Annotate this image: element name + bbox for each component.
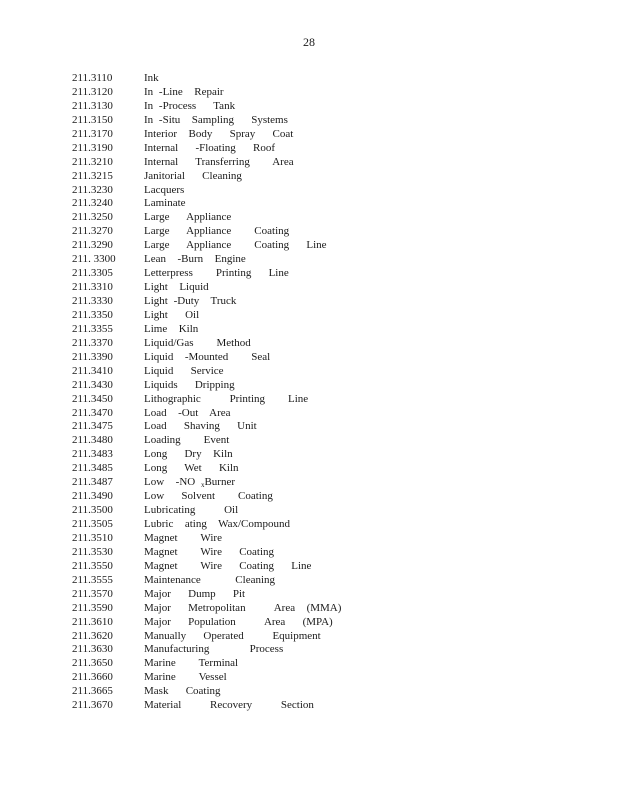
section-number: 211.3110 [72, 72, 113, 84]
defined-term: Marine Terminal [144, 657, 239, 670]
defined-term: Magnet Wire Coating Line [144, 559, 312, 572]
section-number: 211.3270 [72, 225, 113, 238]
defined-term: Load Shaving Unit [144, 420, 257, 433]
defined-term: Low Solvent Coating [144, 490, 273, 503]
defined-term: Janitorial Cleaning [144, 169, 242, 182]
section-number: 211.3620 [72, 629, 113, 642]
defined-term: Large Appliance [144, 211, 232, 224]
section-number: 211.3487 [72, 476, 113, 489]
section-number: 211.3480 [72, 434, 113, 447]
section-number: 211.3570 [72, 587, 113, 600]
section-number: 211.3305 [72, 267, 113, 280]
defined-term: Light -Duty Truck [144, 295, 237, 307]
section-number: 211.3470 [72, 406, 113, 419]
section-number: 211.3410 [72, 364, 113, 377]
section-number: 211.3390 [72, 350, 113, 363]
defined-term: Long Dry Kiln [144, 448, 233, 461]
section-number: 211.3630 [72, 643, 113, 656]
section-number: 211.3510 [72, 531, 113, 544]
defined-term: Lubric ating Wax/Compound [144, 518, 290, 530]
section-number: 211.3483 [72, 448, 113, 461]
section-number: 211.3230 [72, 183, 113, 196]
defined-term: Magnet Wire [144, 531, 222, 544]
defined-term: Light Liquid [144, 281, 209, 294]
defined-term: Mask Coating [144, 685, 221, 698]
section-number: 211.3650 [72, 657, 113, 670]
section-number: 211.3590 [72, 601, 113, 614]
section-number: 211.3370 [72, 336, 113, 349]
section-number: 211.3670 [72, 699, 113, 712]
section-number: 211.3240 [72, 197, 113, 210]
subscript: x [200, 481, 205, 490]
defined-term: In -Process Tank [144, 99, 236, 112]
section-number: 211.3500 [72, 504, 113, 517]
defined-term: Long Wet Kiln [144, 462, 239, 475]
section-number: 211.3130 [72, 99, 113, 112]
defined-term: Major Dump Pit [144, 587, 246, 600]
section-number: 211.3190 [72, 141, 113, 154]
defined-term: Light Oil [144, 308, 200, 321]
defined-term: Major Metropolitan Area (MMA) [144, 601, 342, 614]
section-number: 211.3210 [72, 155, 113, 168]
defined-term: Lime Kiln [144, 322, 199, 335]
defined-term: In -Situ Sampling Systems [144, 113, 288, 126]
section-number: 211.3490 [72, 490, 113, 503]
defined-term: Large Appliance Coating [144, 225, 290, 238]
defined-term: Lithographic Printing Line [144, 392, 309, 405]
section-number: 211.3290 [72, 239, 113, 252]
defined-term: Manually Operated Equipment [144, 629, 321, 642]
defined-term: Letterpress Printing Line [144, 267, 289, 280]
defined-term: Lubricating Oil [144, 504, 239, 517]
defined-term: Loading Event [144, 434, 230, 447]
page-number: 28 [303, 35, 315, 49]
defined-term: Liquids Dripping [144, 378, 235, 391]
section-number: 211.3550 [72, 559, 113, 572]
defined-term: Liquid -Mounted Seal [144, 350, 271, 363]
section-number: 211.3450 [72, 392, 113, 405]
defined-term: Lacquers [144, 183, 185, 196]
defined-term: Internal -Floating Roof [144, 141, 276, 154]
section-number: 211.3250 [72, 211, 113, 224]
section-number: 211.3310 [72, 281, 113, 294]
defined-term: Laminate [144, 197, 186, 210]
defined-term [144, 476, 235, 491]
defined-term: Liquid/Gas Method [144, 336, 251, 349]
section-number: 211.3215 [72, 169, 113, 182]
defined-term-suffix: Burner [204, 476, 236, 489]
section-number: 211.3475 [72, 420, 113, 433]
defined-term: In -Line Repair [144, 85, 224, 98]
section-number: 211.3350 [72, 308, 113, 321]
defined-term: Liquid Service [144, 364, 224, 377]
defined-term: Ink [144, 72, 159, 84]
defined-term: Marine Vessel [144, 671, 227, 684]
section-number: 211.3660 [72, 671, 113, 684]
defined-term: Magnet Wire Coating [144, 545, 275, 558]
section-number: 211.3555 [72, 573, 113, 586]
section-number: 211.3170 [72, 127, 113, 140]
defined-term: Manufacturing Process [144, 643, 284, 656]
section-number: 211.3430 [72, 378, 113, 391]
defined-term: Interior Body Spray Coat [144, 127, 294, 140]
section-number: 211.3665 [72, 685, 113, 698]
defined-term: Major Population Area (MPA) [144, 615, 333, 628]
section-number: 211.3120 [72, 85, 113, 98]
section-number: 211.3330 [72, 295, 113, 307]
section-number: 211.3355 [72, 322, 113, 335]
defined-term: Large Appliance Coating Line [144, 239, 327, 252]
section-number: 211.3150 [72, 113, 113, 126]
defined-term: Lean -Burn Engine [144, 253, 246, 266]
section-number: 211.3485 [72, 462, 113, 475]
defined-term: Internal Transferring Area [144, 155, 294, 168]
defined-term-prefix: Low -NO [144, 476, 196, 489]
section-number: 211.3610 [72, 615, 113, 628]
defined-term: Material Recovery Section [144, 699, 314, 712]
section-number: 211.3530 [72, 545, 113, 558]
section-number: 211.3505 [72, 518, 113, 530]
section-number: 211. 3300 [72, 253, 116, 266]
defined-term: Load -Out Area [144, 406, 231, 419]
defined-term: Maintenance Cleaning [144, 573, 276, 586]
